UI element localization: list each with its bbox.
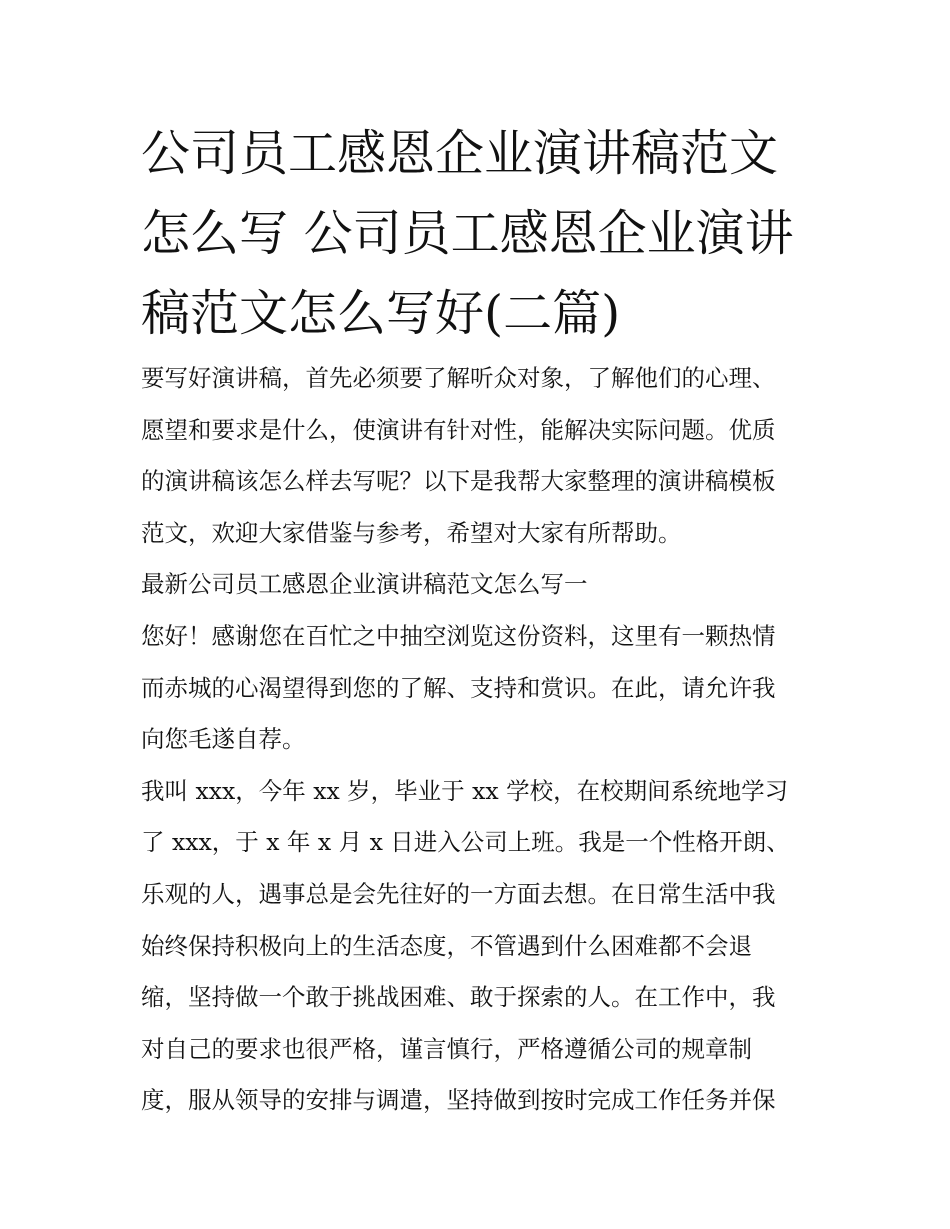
text-line: 而赤城的心渴望得到您的了解、支持和赏识。在此，请允许我 xyxy=(141,673,776,702)
title-line: 稿范文怎么写好(二篇) xyxy=(141,285,621,342)
text-line: 您好！感谢您在百忙之中抽空浏览这份资料，这里有一颗热情 xyxy=(141,621,776,650)
text-line: 乐观的人，遇事总是会先往好的一方面去想。在日常生活中我 xyxy=(141,879,776,908)
text-line: 范文，欢迎大家借鉴与参考，希望对大家有所帮助。 xyxy=(141,518,682,547)
text-line: 缩，坚持做一个敢于挑战困难、敢于探索的人。在工作中，我 xyxy=(141,983,776,1012)
intro-paragraph xyxy=(141,353,813,559)
section-heading xyxy=(141,559,813,611)
text-line: 始终保持积极向上的生活态度，不管遇到什么困难都不会退 xyxy=(141,931,752,960)
text-line: 要写好演讲稿，首先必须要了解听众对象，了解他们的心理、 xyxy=(141,364,776,392)
title-line: 怎么写 公司员工感恩企业演讲 xyxy=(141,205,794,262)
greeting-paragraph xyxy=(141,611,813,766)
text-line: 愿望和要求是什么，使演讲有针对性，能解决实际问题。优质 xyxy=(141,415,776,444)
text-line: 我叫 xxx，今年 xx 岁，毕业于 xx 学校，在校期间系统地学习 xyxy=(141,776,789,805)
text-line: 的演讲稿该怎么样去写呢？以下是我帮大家整理的演讲稿模板 xyxy=(141,467,776,496)
title-line: 公司员工感恩企业演讲稿范文 xyxy=(141,125,779,182)
text-line: 了 xxx，于 x 年 x 月 x 日进入公司上班。我是一个性格开朗、 xyxy=(141,828,790,857)
text-line: 向您毛遂自荐。 xyxy=(141,725,306,754)
text-line: 度，服从领导的安排与调遣，坚持做到按时完成工作任务并保 xyxy=(141,1086,776,1115)
document-title xyxy=(141,114,821,354)
self-introduction-paragraph xyxy=(141,766,813,1127)
text-line: 最新公司员工感恩企业演讲稿范文怎么写一 xyxy=(141,570,588,599)
text-line: 对自己的要求也很严格，谨言慎行，严格遵循公司的规章制 xyxy=(141,1034,752,1063)
document-body xyxy=(141,353,813,1127)
